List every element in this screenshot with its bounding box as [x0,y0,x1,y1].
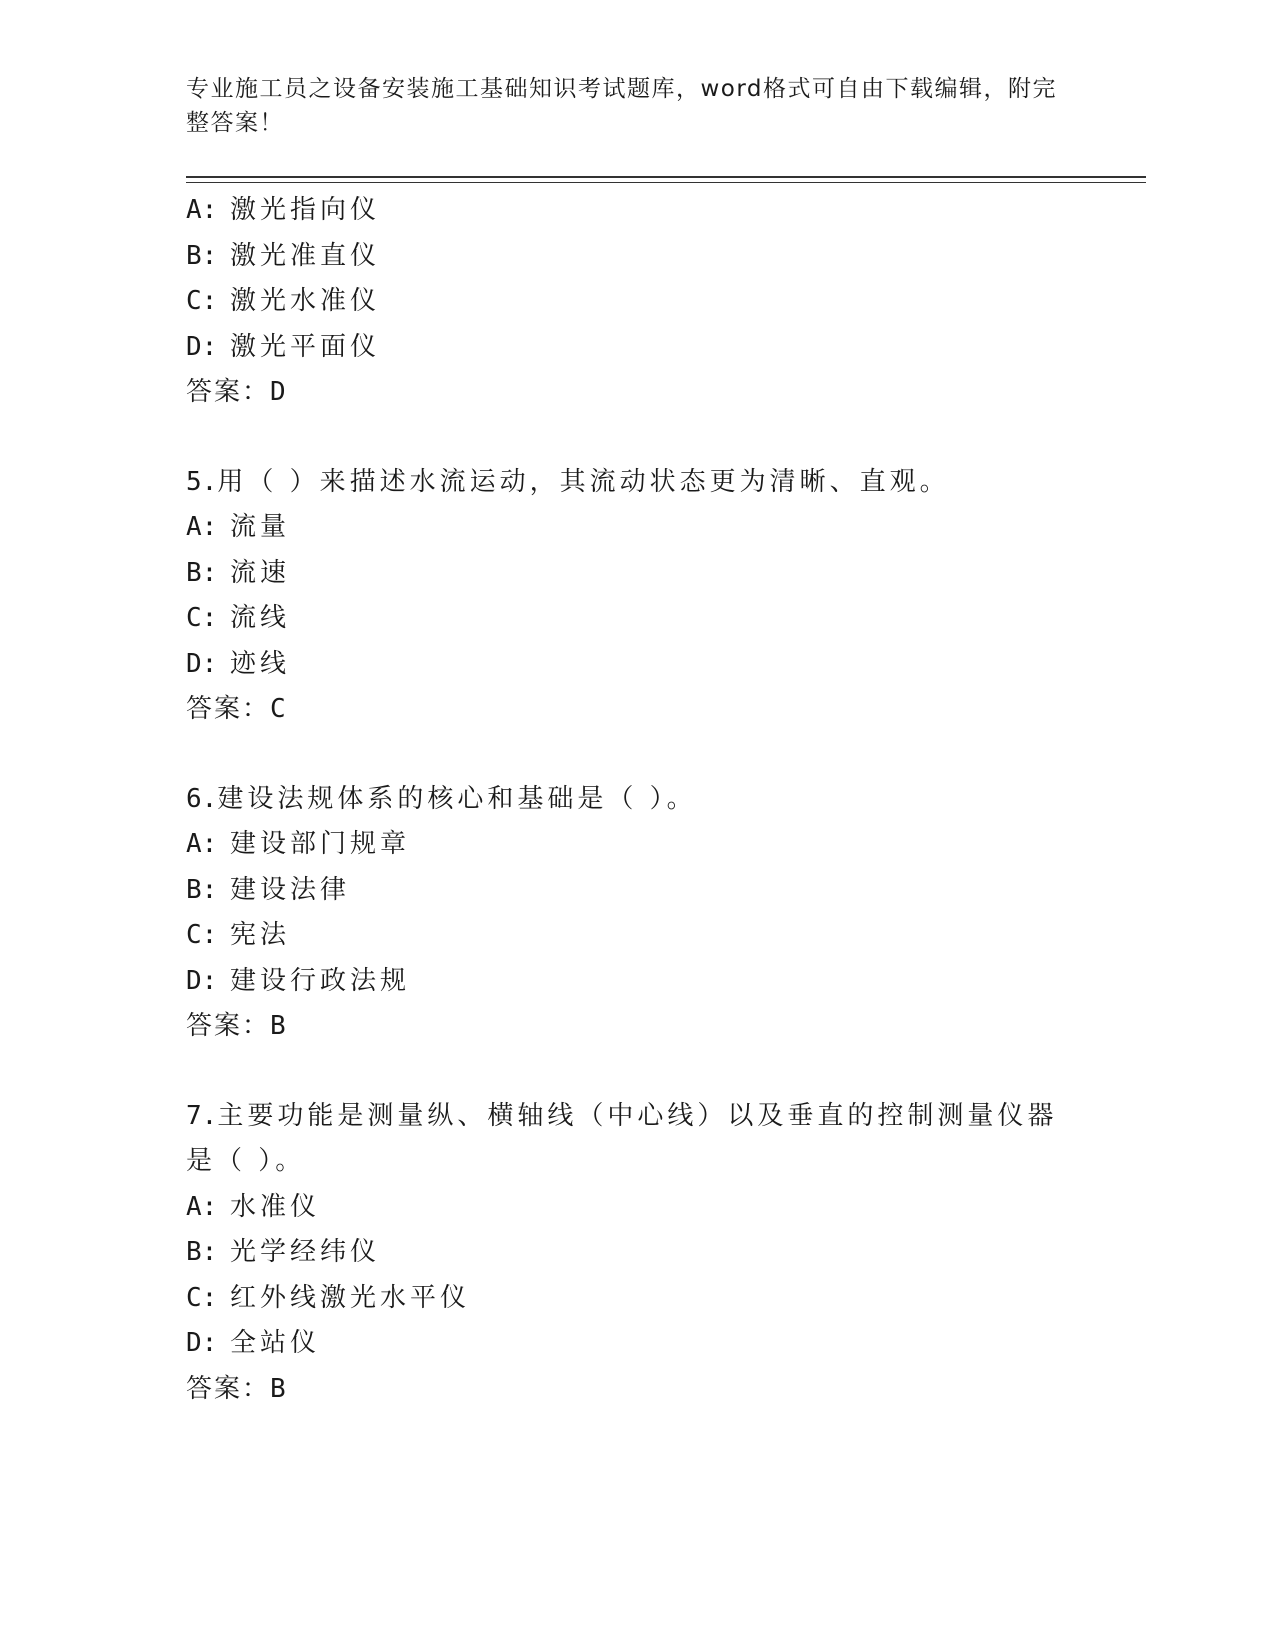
option-letter: B: [186,874,218,905]
option-text: 建设法律 [230,874,351,905]
option-letter: A: [186,195,218,225]
header-divider-thick [186,176,1146,178]
answer-label: 答案： [186,1373,271,1404]
option-text: 激光平面仪 [230,331,381,362]
answer-value: B [270,1011,288,1041]
option-text: 红外线激光水平仪 [230,1282,471,1313]
answer-label: 答案： [186,1011,271,1041]
question-block-5 [186,460,1086,733]
option-d [186,1321,1086,1367]
header-divider-thin [186,182,1146,183]
answer-line [186,1367,1086,1413]
question-text: 主要功能是测量纵、横轴线（中心线）以及垂直的控制测量仪器是（ ）。 [186,1100,1058,1176]
answer-line [186,1004,1086,1050]
option-letter: C: [186,920,218,950]
spacer [186,1050,1086,1094]
page-header: 专业施工员之设备安装施工基础知识考试题库，word格式可自由下载编辑，附完整答案！ [186,76,1058,136]
answer-value: B [270,1373,288,1404]
question-text: 用（ ）来描述水流运动，其流动状态更为清晰、直观。 [217,466,950,497]
question-number: 5. [186,466,218,497]
option-text: 迹线 [230,648,291,679]
option-letter: B: [186,1237,218,1267]
option-a [186,505,1086,551]
option-text: 光学经纬仪 [230,1237,381,1267]
answer-label: 答案： [186,694,271,724]
option-text: 流量 [230,512,291,542]
option-d [186,959,1086,1005]
option-c [186,596,1086,642]
spacer [186,416,1086,460]
option-text: 激光准直仪 [230,240,381,271]
option-letter: D: [186,1328,218,1358]
option-letter: D: [186,648,218,679]
option-b [186,551,1086,597]
spacer [186,733,1086,777]
question-block-7 [186,1094,1086,1413]
option-letter: A: [186,829,218,859]
option-a [186,188,1086,234]
option-c [186,279,1086,325]
answer-label: 答案： [186,377,271,407]
question-number: 6. [186,783,218,814]
option-c [186,913,1086,959]
option-letter: A: [186,1191,218,1222]
question-stem [186,1094,1066,1185]
option-c [186,1276,1086,1322]
option-text: 流线 [230,603,291,633]
option-d [186,325,1086,371]
option-text: 全站仪 [230,1328,321,1358]
option-a [186,1185,1086,1231]
prev-question-block [186,188,1086,416]
option-text: 建设行政法规 [230,965,411,996]
question-block-6 [186,777,1086,1050]
option-letter: C: [186,603,218,633]
option-letter: A: [186,512,218,542]
answer-value: C [270,694,288,724]
option-b [186,868,1086,914]
question-stem [186,460,1066,506]
option-text: 流速 [230,557,291,588]
question-stem [186,777,1066,823]
question-number: 7. [186,1100,218,1131]
option-d [186,642,1086,688]
option-text: 宪法 [230,920,291,950]
answer-line [186,687,1086,733]
option-letter: B: [186,557,218,588]
option-text: 激光指向仪 [230,195,381,225]
option-text: 水准仪 [230,1191,321,1222]
option-text: 激光水准仪 [230,286,381,316]
option-letter: D: [186,965,218,996]
question-text: 建设法规体系的核心和基础是（ ）。 [217,783,697,814]
question-list [186,188,1086,1412]
option-a [186,822,1086,868]
option-b [186,1230,1086,1276]
option-letter: D: [186,331,218,362]
answer-value: D [270,377,288,407]
option-text: 建设部门规章 [230,829,411,859]
option-letter: C: [186,286,218,316]
option-letter: C: [186,1282,218,1313]
answer-line [186,370,1086,416]
option-b [186,234,1086,280]
option-letter: B: [186,240,218,271]
